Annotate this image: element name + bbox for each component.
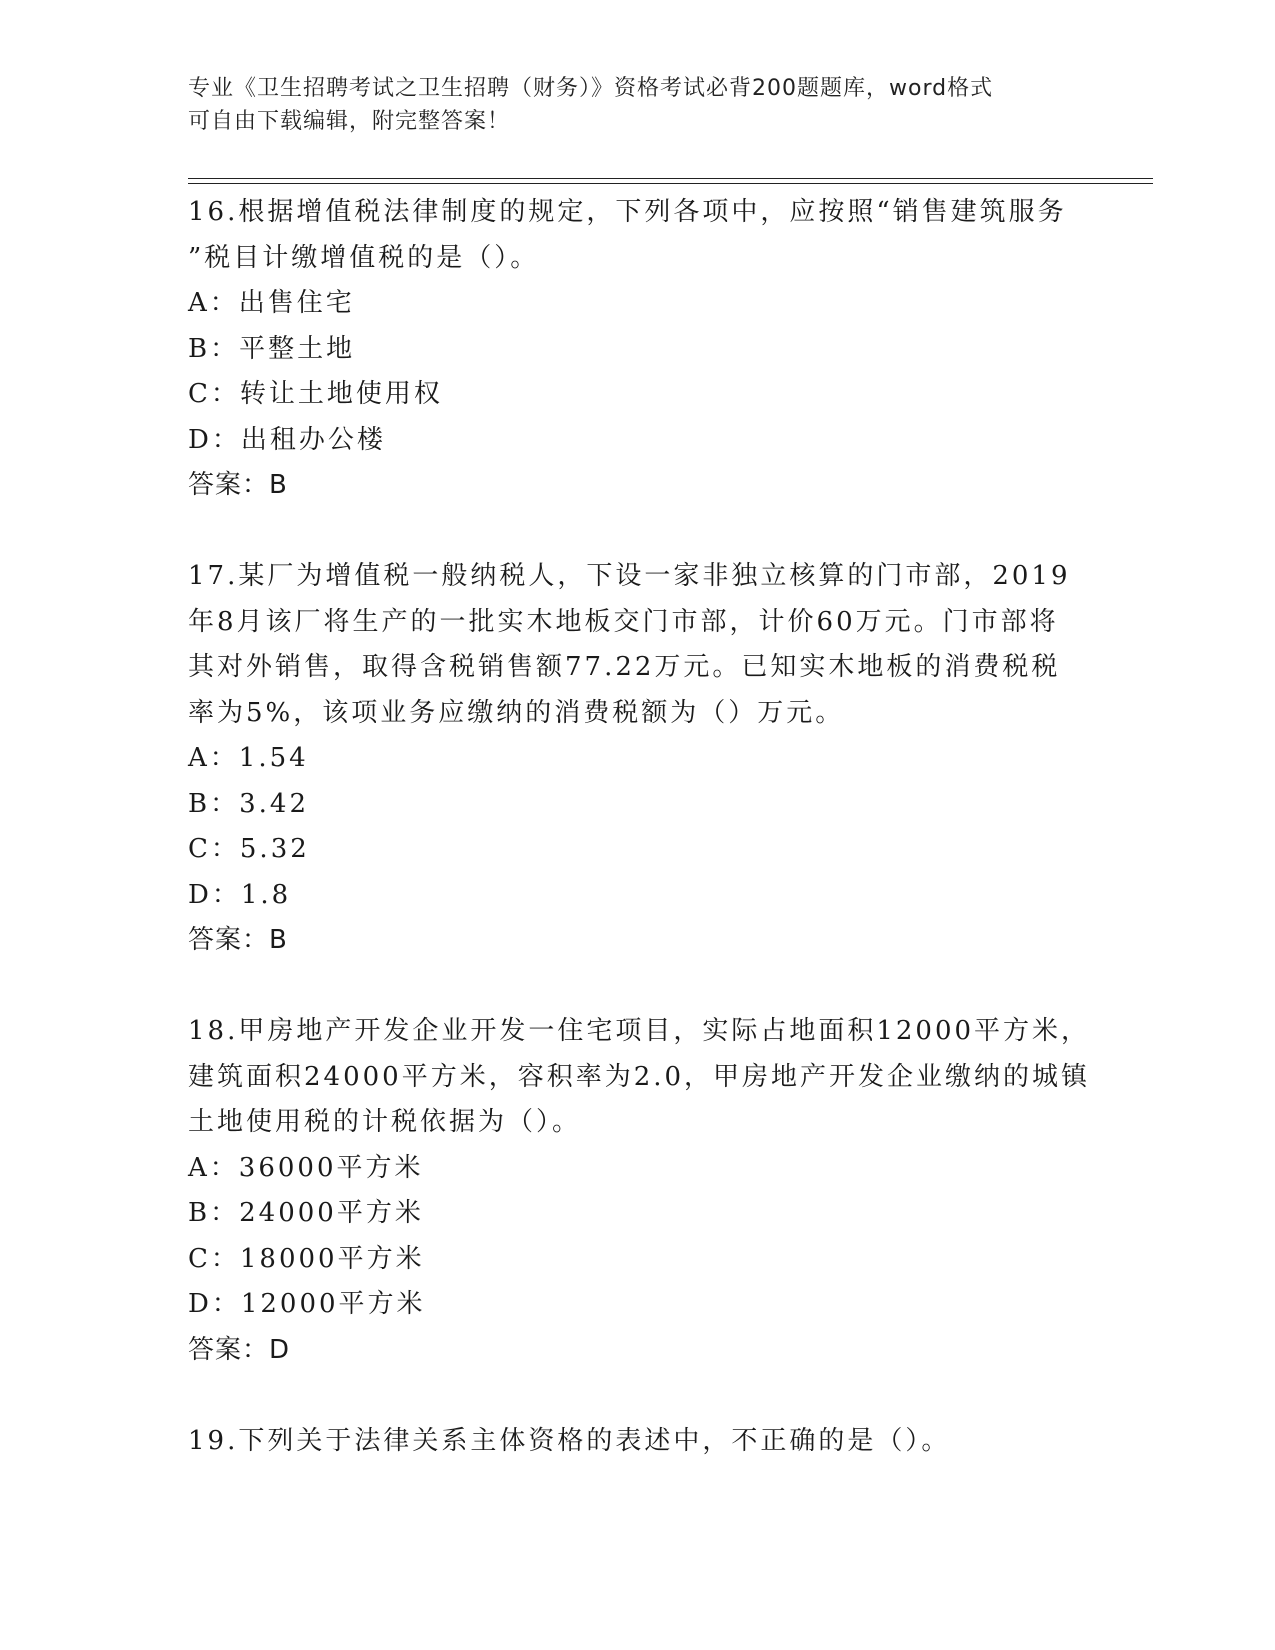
option-a: A：36000平方米	[188, 1152, 424, 1183]
header-line-1: 专业《卫生招聘考试之卫生招聘（财务）》资格考试必背200题题库，word格式	[188, 76, 994, 101]
answer-line: 答案：D	[188, 1334, 291, 1365]
option-b: B：平整土地	[188, 333, 356, 364]
question-text-line: 年8月该厂将生产的一批实木地板交门市部，计价60万元。门市部将	[188, 606, 1059, 637]
question-text-line: ”税目计缴增值税的是（）。	[188, 242, 540, 273]
answer-line: 答案：B	[188, 925, 288, 955]
option-d: D：1.8	[188, 879, 292, 910]
option-b: B：24000平方米	[188, 1198, 424, 1228]
header-divider-bottom	[188, 183, 1153, 184]
option-d: D：出租办公楼	[188, 424, 386, 455]
question-18	[188, 1009, 1091, 1373]
question-text-line: 17.某厂为增值税一般纳税人，下设一家非独立核算的门市部，2019	[188, 561, 1071, 591]
option-a: A：1.54	[188, 743, 309, 773]
question-text-line: 18.甲房地产开发企业开发一住宅项目，实际占地面积12000平方米，	[188, 1016, 1091, 1046]
question-text-line: 率为5%，该项业务应缴纳的消费税额为（）万元。	[188, 697, 845, 728]
header-line-2: 可自由下载编辑，附完整答案！	[188, 109, 511, 134]
question-text-line: 16.根据增值税法律制度的规定，下列各项中，应按照“销售建筑服务	[188, 197, 1067, 227]
answer-line: 答案：B	[188, 470, 288, 500]
question-spacer	[188, 1373, 1088, 1419]
question-spacer	[188, 509, 1088, 555]
question-text-line: 土地使用税的计税依据为（）。	[188, 1107, 582, 1137]
option-c: C：18000平方米	[188, 1243, 425, 1274]
question-list	[188, 190, 1091, 1464]
header-divider-top	[188, 178, 1153, 179]
question-text-line: 建筑面积24000平方米，容积率为2.0，甲房地产开发企业缴纳的城镇	[188, 1061, 1091, 1092]
document-header	[188, 72, 1068, 138]
option-c: C：5.32	[188, 834, 310, 864]
question-text-line: 19.下列关于法律关系主体资格的表述中，不正确的是（）。	[188, 1425, 951, 1456]
option-d: D：12000平方米	[188, 1289, 426, 1319]
option-b: B：3.42	[188, 788, 309, 819]
question-spacer	[188, 964, 1088, 1010]
question-16	[188, 190, 1088, 509]
option-a: A：出售住宅	[188, 288, 355, 318]
question-19	[188, 1419, 1088, 1465]
question-text-line: 其对外销售，取得含税销售额77.22万元。已知实木地板的消费税税	[188, 652, 1061, 682]
option-c: C：转让土地使用权	[188, 379, 443, 409]
question-17	[188, 554, 1088, 964]
